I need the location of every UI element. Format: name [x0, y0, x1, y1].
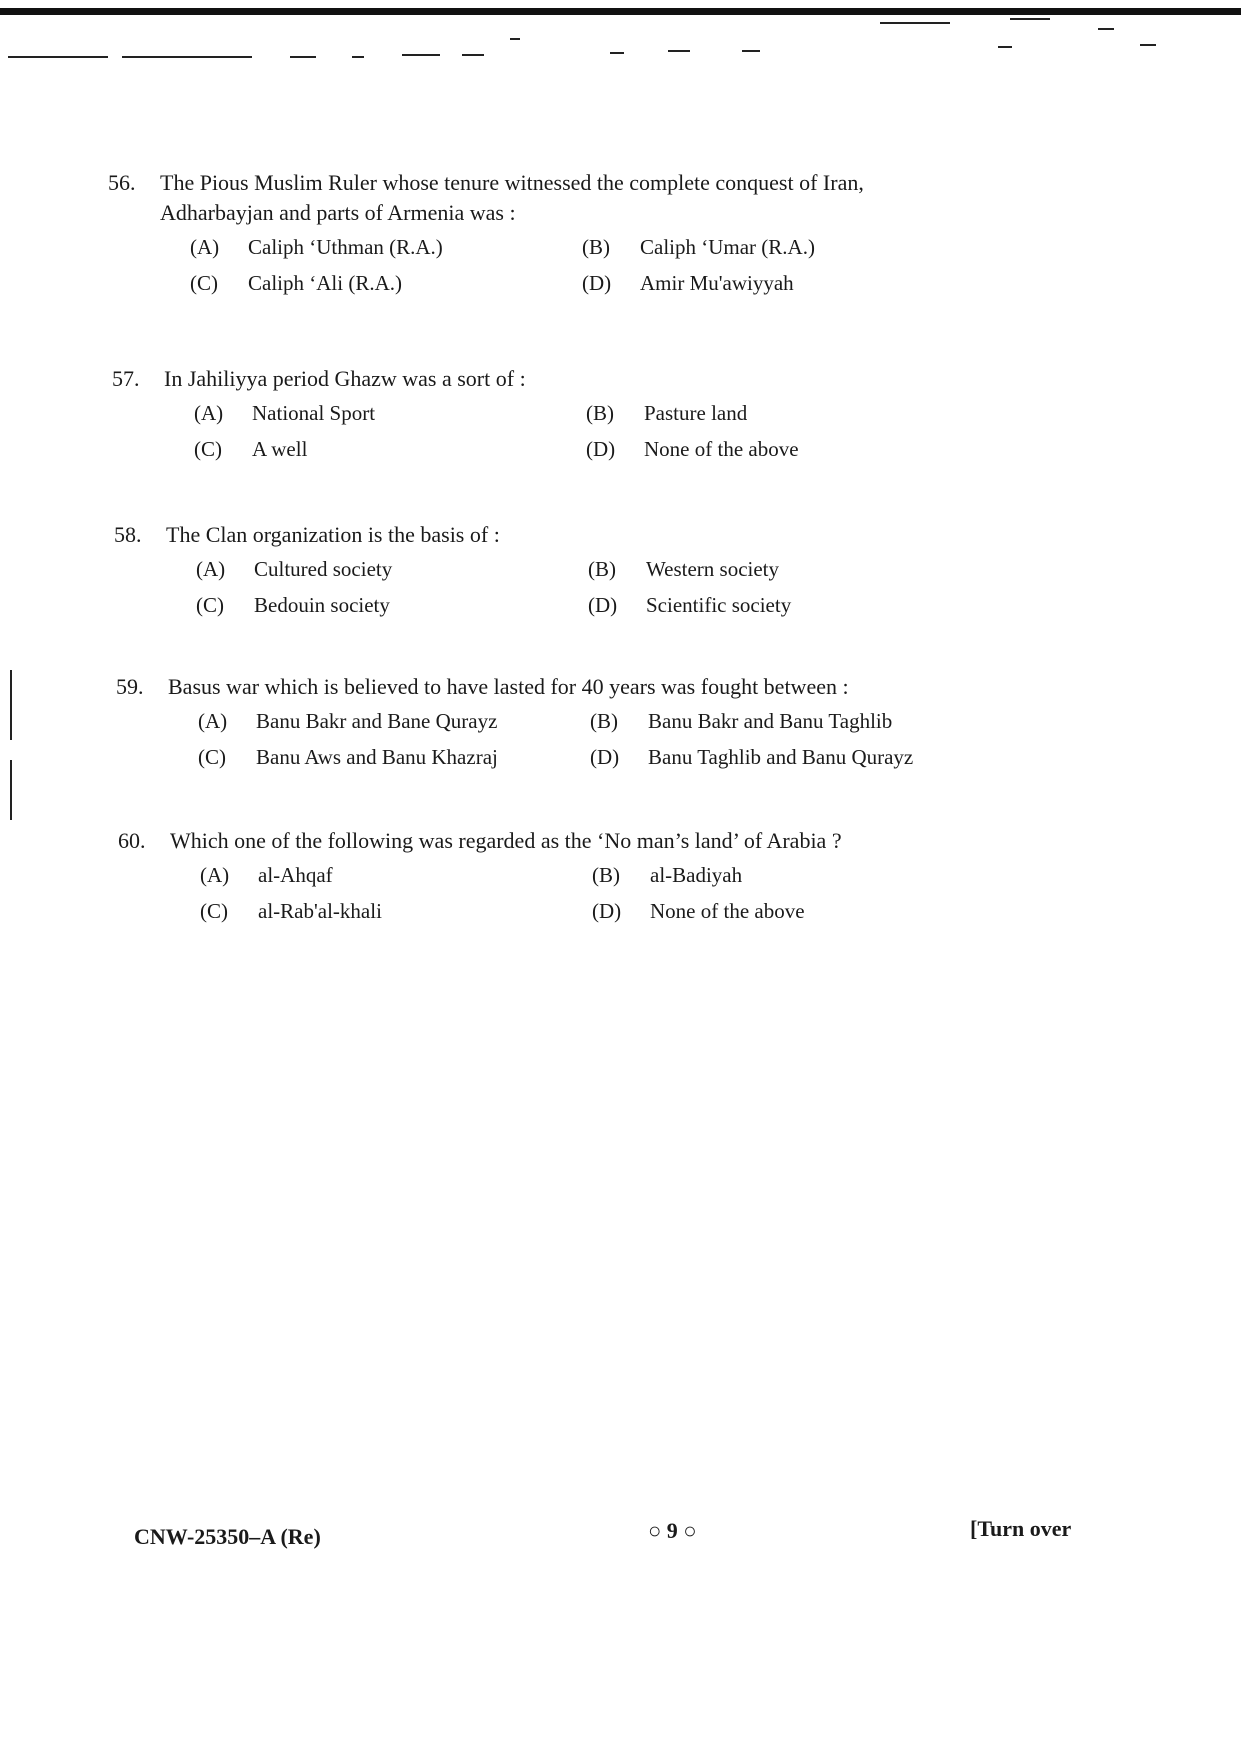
option-d: (D) None of the above [586, 437, 799, 461]
option-c: (C) A well [194, 437, 308, 461]
option-d: (D) Amir Mu'awiyyah [582, 271, 794, 295]
scan-dash-line [880, 22, 950, 24]
scan-dash-line [8, 56, 108, 58]
scan-dash-line [668, 50, 690, 52]
option-d: (D) None of the above [592, 899, 805, 923]
scan-dash-line [402, 54, 440, 56]
scan-dash-line [998, 46, 1012, 48]
scan-dash-line [1010, 18, 1050, 20]
option-b: (B) al-Badiyah [592, 863, 743, 887]
option-d: (D) Scientific society [588, 593, 792, 617]
question-57 [112, 364, 926, 464]
option-d: (D) Banu Taghlib and Banu Qurayz [590, 745, 914, 769]
scan-dash-line [1140, 44, 1156, 46]
option-a: (A) National Sport [194, 401, 376, 425]
paper-code: CNW-25350–A (Re) [134, 1524, 321, 1549]
question-number: 60. [118, 828, 146, 853]
options-list [190, 232, 922, 298]
scan-margin-mark [10, 670, 12, 740]
turn-over-note: [Turn over [970, 1516, 1072, 1541]
option-b: (B) Banu Bakr and Banu Taghlib [590, 709, 893, 733]
scan-dash-line [1098, 28, 1114, 30]
page-number: ○ 9 ○ [648, 1518, 697, 1543]
option-c: (C) Bedouin society [196, 593, 390, 617]
scan-dash-line [290, 56, 316, 58]
options-list [196, 554, 928, 620]
question-59 [116, 672, 930, 772]
scan-top-border [0, 8, 1241, 15]
question-text: The Pious Muslim Ruler whose tenure witnessed the complete conquest of Iran, Adharbayjan and parts of Armenia was : [160, 170, 864, 225]
scan-dash-line [610, 52, 624, 54]
question-number: 58. [114, 522, 142, 547]
option-c: (C) Banu Aws and Banu Khazraj [198, 745, 498, 769]
option-c: (C) al-Rab'al-khali [200, 899, 382, 923]
scan-dash-line [462, 54, 484, 56]
option-b: (B) Caliph ‘Umar (R.A.) [582, 235, 815, 259]
question-number: 57. [112, 366, 140, 391]
question-number: 59. [116, 674, 144, 699]
question-text: In Jahiliyya period Ghazw was a sort of : [164, 366, 526, 391]
scan-dash-line [122, 56, 252, 58]
question-text: Basus war which is believed to have lasted for 40 years was fought between : [168, 674, 849, 699]
option-b: (B) Pasture land [586, 401, 748, 425]
options-list [198, 706, 930, 772]
option-a: (A) Caliph ‘Uthman (R.A.) [190, 235, 443, 259]
question-56 [108, 168, 922, 298]
options-list [194, 398, 926, 464]
option-a: (A) Banu Bakr and Bane Qurayz [198, 709, 498, 733]
question-number: 56. [108, 170, 136, 195]
scan-dash-line [352, 56, 364, 58]
question-58 [114, 520, 928, 620]
scan-dash-line [510, 38, 520, 40]
question-60 [118, 826, 932, 926]
option-c: (C) Caliph ‘Ali (R.A.) [190, 271, 402, 295]
option-a: (A) Cultured society [196, 557, 393, 581]
scan-margin-mark [10, 760, 12, 820]
option-a: (A) al-Ahqaf [200, 863, 333, 887]
question-text: The Clan organization is the basis of : [166, 522, 500, 547]
option-b: (B) Western society [588, 557, 780, 581]
scan-dash-line [742, 50, 760, 52]
question-text: Which one of the following was regarded as the ‘No man’s land’ of Arabia ? [170, 828, 842, 853]
options-list [200, 860, 932, 926]
